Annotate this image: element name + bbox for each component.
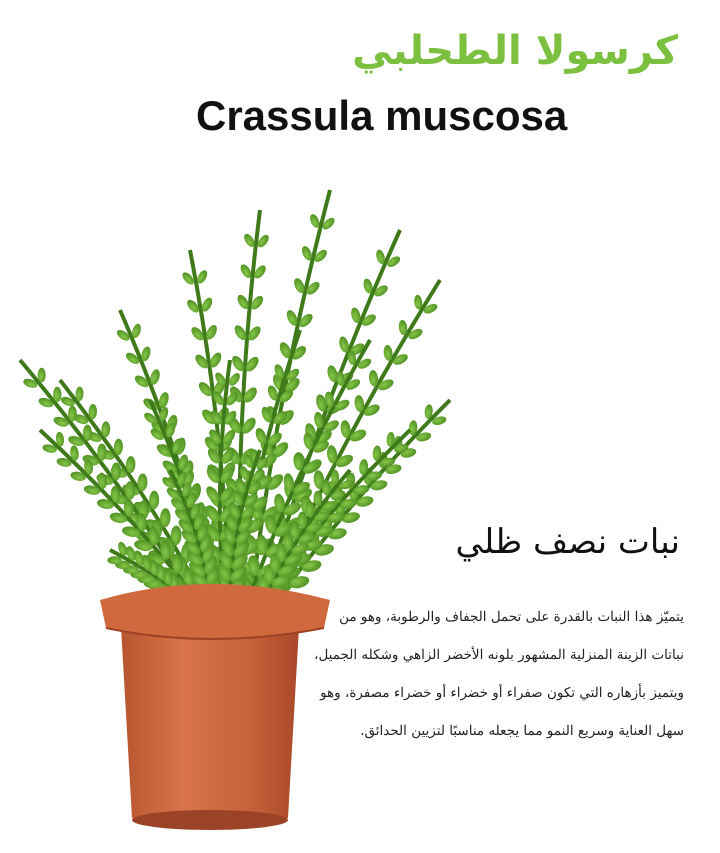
description	[314, 598, 684, 750]
description-line: نباتات الزينة المنزلية المشهور بلونه الأخضر الزاهي وشكله الجميل،	[314, 647, 684, 663]
arabic-title: كرسولا الطحلبي	[352, 28, 678, 74]
plant-foliage	[20, 190, 450, 617]
description-line: سهل العناية وسريع النمو مما يجعله مناسبًا لتزيين الحدائق.	[360, 723, 684, 739]
flower-pot	[100, 584, 330, 830]
latin-title: Crassula muscosa	[196, 92, 568, 139]
description-line: يتميّز هذا النبات بالقدرة على تحمل الجفاف والرطوبة، وهو من	[339, 609, 684, 625]
subtitle: نبات نصف ظلي	[455, 522, 680, 562]
description-line: ويتميز بأزهاره التي تكون صفراء أو خضراء أو خضراء مصفرة، وهو	[320, 685, 684, 701]
